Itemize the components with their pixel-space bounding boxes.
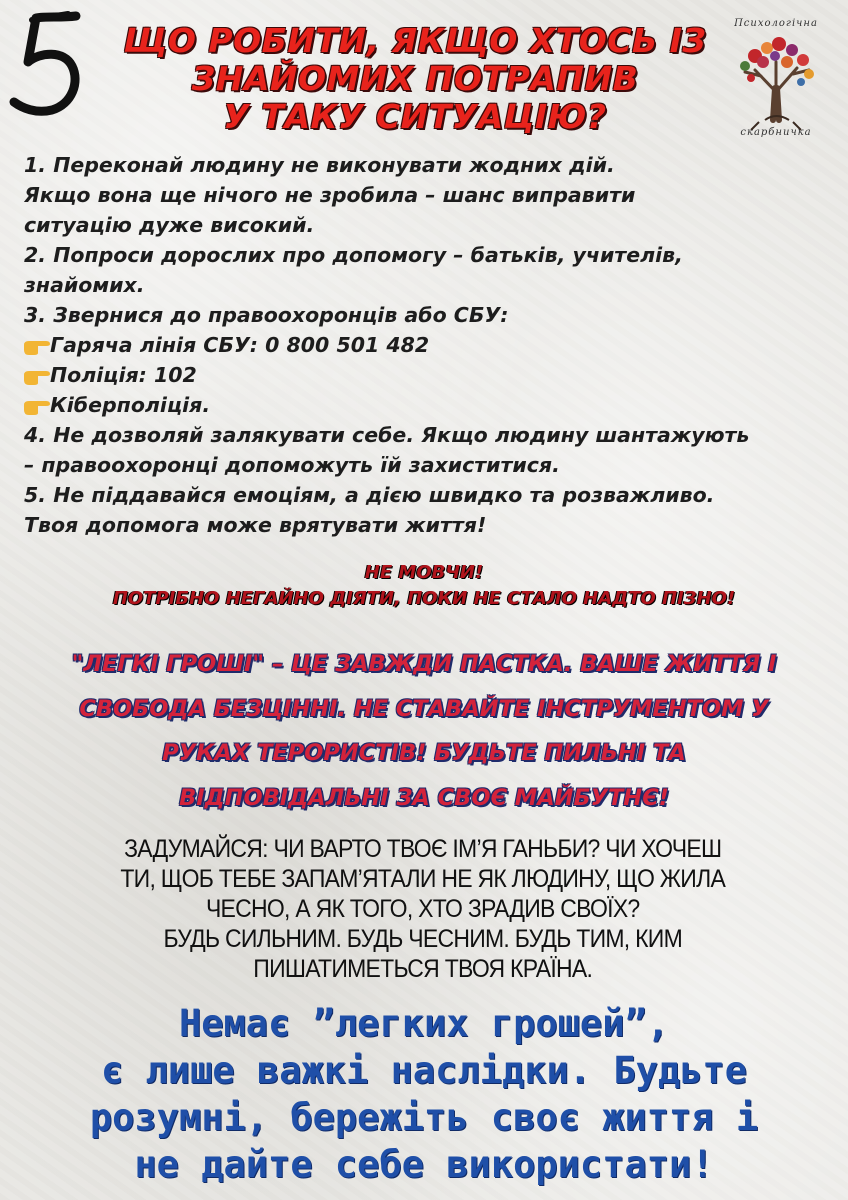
final-line: є лише важкі наслідки. Будьте xyxy=(100,1049,747,1092)
warning-line-2: ПОТРІБНО НЕГАЙНО ДІЯТИ, ПОКИ НЕ СТАЛО НАДТО ПІЗНО! xyxy=(112,588,736,609)
step-line: 3. Звернися до правоохоронців або СБУ: xyxy=(24,303,509,327)
step-line: знайомих. xyxy=(24,273,145,297)
contact-line xyxy=(24,330,844,360)
final-message xyxy=(0,1000,848,1188)
step-line: ситуацію дуже високий. xyxy=(24,213,315,237)
slogan-line: РУКАХ ТЕРОРИСТІВ! БУДЬТЕ ПИЛЬНІ ТА xyxy=(162,740,686,766)
page-title xyxy=(120,22,710,136)
final-line: не дайте себе використати! xyxy=(134,1143,714,1186)
step-line: – правоохоронці допоможуть їй захиститися. xyxy=(24,453,560,477)
step-line: 2. Попроси дорослих про допомогу – батьків, учителів, xyxy=(24,243,683,267)
police-number: Поліція: 102 xyxy=(50,363,197,387)
title-line-2: ЗНАЙОМИХ ПОТРАПИВ xyxy=(191,59,639,98)
final-line: розумні, бережіть своє життя і xyxy=(89,1096,759,1139)
step-line: 1. Переконай людину не виконувати жодних дій. xyxy=(24,153,615,177)
reflection-line: ТИ, ЩОБ ТЕБЕ ЗАПАМ’ЯТАЛИ НЕ ЯК ЛЮДИНУ, ЩО ЖИЛА xyxy=(120,865,726,893)
reflection-line: БУДЬ СИЛЬНИМ. БУДЬ ЧЕСНИМ. БУДЬ ТИМ, КИМ xyxy=(163,925,683,953)
slogan-line: "ЛЕГКІ ГРОШІ" – ЦЕ ЗАВЖДИ ПАСТКА. ВАШЕ ЖИТТЯ І xyxy=(71,651,777,677)
reflection-line: ЗАДУМАЙСЯ: ЧИ ВАРТО ТВОЄ ІМ’Я ГАНЬБИ? ЧИ ХОЧЕШ xyxy=(124,835,722,863)
step-line: 5. Не піддавайся емоціям, а дією швидко та розважливо. xyxy=(24,483,715,507)
logo-top-text: Психологічна xyxy=(734,18,818,29)
slogan-line: ВІДПОВІДАЛЬНІ ЗА СВОЄ МАЙБУТНЄ! xyxy=(179,784,669,811)
warning-block xyxy=(0,560,848,612)
reflection-block xyxy=(33,834,813,984)
sbu-hotline: Гаряча лінія СБУ: 0 800 501 482 xyxy=(50,333,430,357)
step-line: Твоя допомога може врятувати життя! xyxy=(24,513,487,537)
title-line-1: ЩО РОБИТИ, ЯКЩО ХТОСЬ ІЗ xyxy=(123,21,707,60)
title-line-3: У ТАКУ СИТУАЦІЮ? xyxy=(223,97,607,136)
slogan-line: СВОБОДА БЕЗЦІННІ. НЕ СТАВАЙТЕ ІНСТРУМЕНТОМ У xyxy=(79,695,769,722)
warning-line-1: НЕ МОВЧИ! xyxy=(364,562,484,583)
psychology-logo xyxy=(715,12,837,144)
contact-line xyxy=(24,360,844,390)
reflection-line: ЧЕСНО, А ЯК ТОГО, ХТО ЗРАДИВ СВОЇХ? xyxy=(205,895,640,923)
final-line: Немає ”легких грошей”, xyxy=(178,1002,670,1045)
reflection-line: ПИШАТИМЕТЬСЯ ТВОЯ КРАЇНА. xyxy=(253,955,593,983)
cyberpolice: Кіберполіція. xyxy=(50,393,211,417)
slogan-block xyxy=(0,642,848,820)
step-line: Якщо вона ще нічого не зробила – шанс виправити xyxy=(24,183,636,207)
steps-list xyxy=(24,150,844,540)
contact-line xyxy=(24,390,844,420)
logo-bottom-text: скарбничка xyxy=(740,127,812,138)
step-line: 4. Не дозволяй залякувати себе. Якщо людину шантажують xyxy=(24,423,750,447)
tree-logo-icon xyxy=(715,12,837,144)
number-five-drawing xyxy=(6,4,96,124)
page-number-five xyxy=(6,4,96,124)
